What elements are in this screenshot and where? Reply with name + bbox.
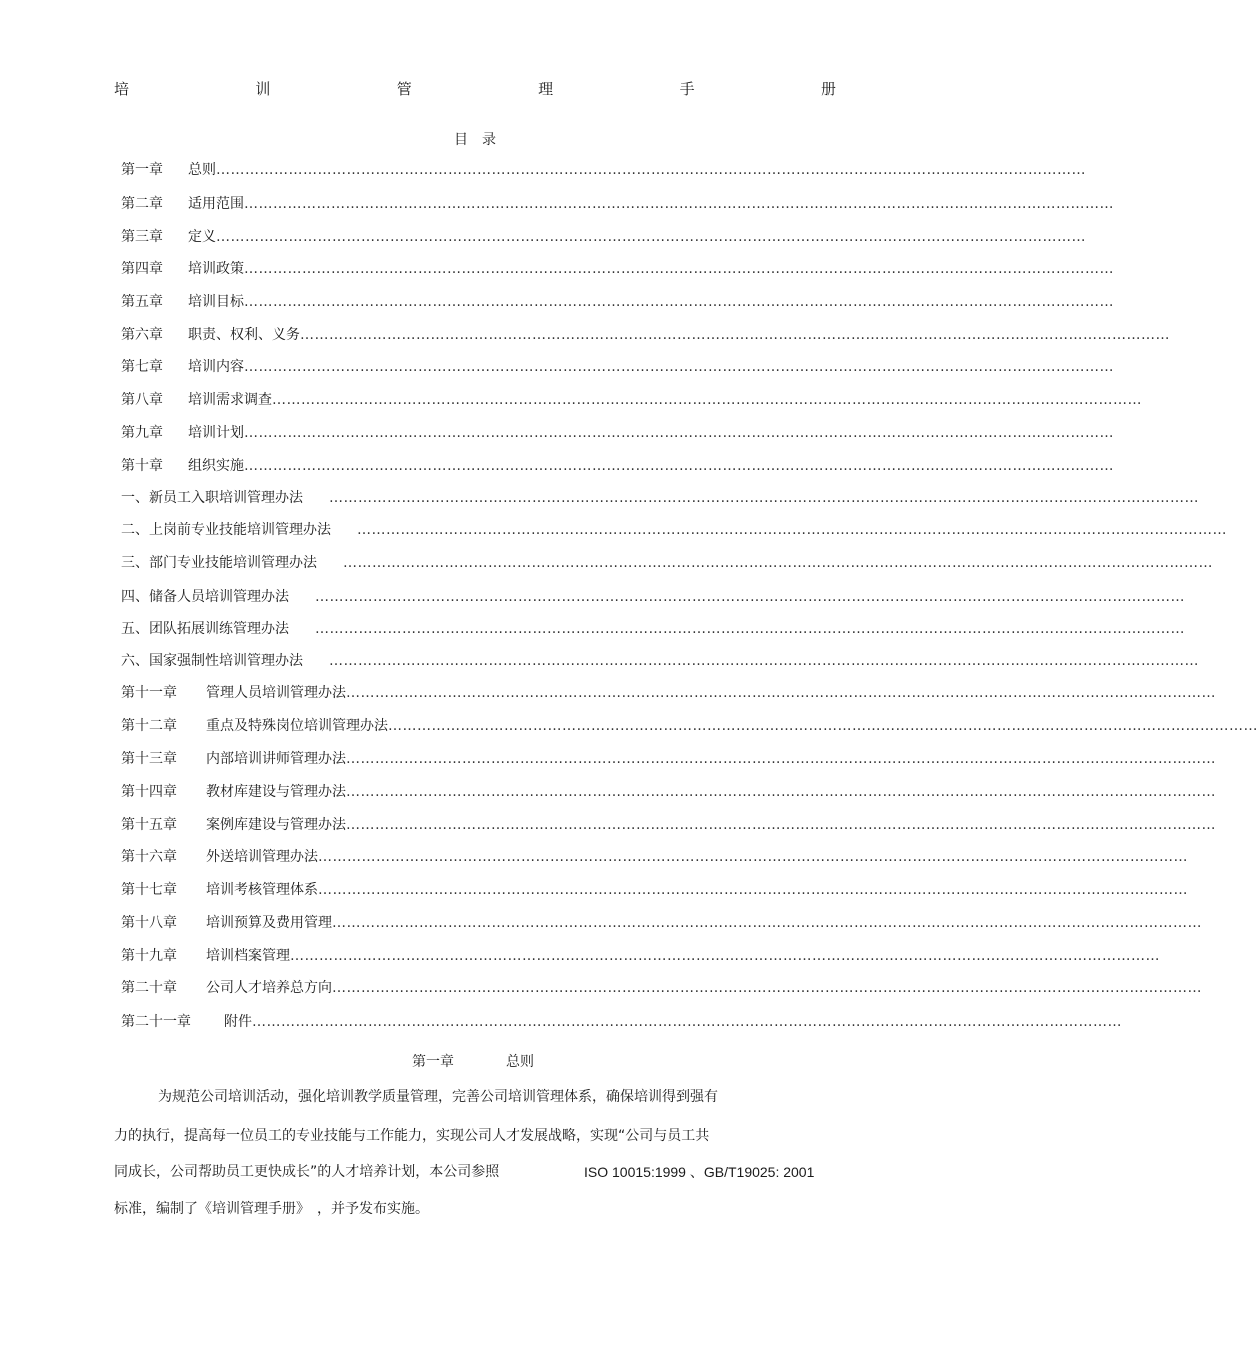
toc-entry-title: 总则 [188,162,216,178]
body-line: 力的执行，提高每一位员工的专业技能与工作能力，实现公司人才发展战略，实现“公司与员工共 [114,1128,710,1144]
toc-leader-dots: ……………………………………………………………………………………………………………………………………………………………… [290,948,1160,964]
title-char: 手 [679,80,695,98]
toc-chapter-entry[interactable] [121,1012,1122,1032]
toc-chapter-entry[interactable] [121,194,1114,214]
toc-leader-dots: ……………………………………………………………………………………………………………………………………………………………… [244,425,1114,441]
title-char: 培 [114,80,130,98]
toc-chapter-number: 第九章 [121,425,163,441]
toc-chapter-entry[interactable] [121,782,1216,802]
toc-entry-title: 附件 [224,1014,252,1030]
toc-entry-title: 定义 [188,229,216,245]
toc-chapter-entry[interactable] [121,259,1114,279]
toc-chapter-entry[interactable] [121,847,1188,867]
toc-leader-dots: ……………………………………………………………………………………………………………………………………………………………… [329,490,1199,506]
toc-leader-dots: ……………………………………………………………………………………………………………………………………………………………… [346,685,1216,701]
standards-ref: ISO 10015:1999 、GB/T19025: 2001 [584,1164,815,1180]
toc-leader-dots: ……………………………………………………………………………………………………………………………………………………………… [318,849,1188,865]
toc-entry-title: 教材库建设与管理办法 [206,784,346,800]
toc-entry-title: 培训计划 [188,425,244,441]
toc-entry-title: 职责、权利、义务 [188,327,300,343]
toc-chapter-entry[interactable] [121,880,1188,900]
toc-chapter-number: 第十章 [121,458,163,474]
toc-chapter-number: 第八章 [121,392,163,408]
chapter-heading [412,1051,534,1071]
toc-chapter-entry[interactable] [121,227,1086,247]
toc-leader-dots: ……………………………………………………………………………………………………………………………………………………………… [346,751,1216,767]
chapter-number: 第一章 [412,1054,454,1070]
toc-entry-title: 六、国家强制性培训管理办法 [121,653,303,669]
toc-leader-dots: ……………………………………………………………………………………………………………………………………………………………… [346,817,1216,833]
toc-entry-title: 三、部门专业技能培训管理办法 [121,555,317,571]
toc-leader-dots: ……………………………………………………………………………………………………………………………………………………………… [244,196,1114,212]
toc-section-entry[interactable] [121,587,1185,607]
toc-entry-title: 培训需求调查 [188,392,272,408]
toc-entry-title: 适用范围 [188,196,244,212]
toc-section-entry[interactable] [121,619,1185,639]
toc-heading: 目 录 [454,132,496,148]
toc-chapter-number: 第十六章 [121,849,177,865]
toc-chapter-number: 第七章 [121,359,163,375]
toc-leader-dots: ……………………………………………………………………………………………………………………………………………………………… [318,882,1188,898]
toc-leader-dots: ……………………………………………………………………………………………………………………………………………………………… [315,589,1185,605]
toc-leader-dots: ……………………………………………………………………………………………………………………………………………………………… [272,392,1142,408]
toc-chapter-number: 第二章 [121,196,163,212]
title-char: 册 [820,80,836,98]
toc-entry-title: 外送培训管理办法 [206,849,318,865]
toc-chapter-entry[interactable] [121,456,1114,476]
toc-section-entry[interactable] [121,488,1199,508]
toc-leader-dots: ……………………………………………………………………………………………………………………………………………………………… [252,1014,1122,1030]
title-char: 训 [255,80,271,98]
toc-chapter-entry[interactable] [121,913,1202,933]
title-char: 管 [396,80,412,98]
toc-leader-dots: ……………………………………………………………………………………………………………………………………………………………… [244,294,1114,310]
toc-leader-dots: ……………………………………………………………………………………………………………………………………………………………… [332,980,1202,996]
manual-title [114,78,836,99]
toc-entry-title: 重点及特殊岗位培训管理办法 [206,718,388,734]
body-line: 为规范公司培训活动，强化培训教学质量管理，完善公司培训管理体系，确保培训得到强有 [158,1089,718,1105]
toc-chapter-number: 第十八章 [121,915,177,931]
toc-chapter-entry[interactable] [121,749,1216,769]
toc-section-entry[interactable] [121,553,1213,573]
toc-chapter-number: 第一章 [121,162,163,178]
toc-chapter-entry[interactable] [121,357,1114,377]
toc-chapter-number: 第五章 [121,294,163,310]
toc-leader-dots: ……………………………………………………………………………………………………………………………………………………………… [343,555,1213,571]
toc-chapter-number: 第十一章 [121,685,177,701]
toc-chapter-number: 第十三章 [121,751,177,767]
toc-entry-title: 案例库建设与管理办法 [206,817,346,833]
toc-chapter-entry[interactable] [121,946,1160,966]
toc-chapter-number: 第十九章 [121,948,177,964]
toc-entry-title: 公司人才培养总方向 [206,980,332,996]
toc-chapter-number: 第四章 [121,261,163,277]
toc-leader-dots: ……………………………………………………………………………………………………………………………………………………………… [244,261,1114,277]
toc-leader-dots: ……………………………………………………………………………………………………………………………………………………………… [346,784,1216,800]
toc-leader-dots: ……………………………………………………………………………………………………………………………………………………………… [329,653,1199,669]
toc-entry-title: 管理人员培训管理办法 [206,685,346,701]
toc-entry-title: 五、团队拓展训练管理办法 [121,621,289,637]
toc-section-entry[interactable] [121,520,1227,540]
title-char: 理 [538,80,554,98]
toc-chapter-entry[interactable] [121,160,1086,180]
toc-chapter-number: 第十二章 [121,718,177,734]
toc-entry-title: 培训档案管理 [206,948,290,964]
toc-entry-title: 培训政策 [188,261,244,277]
toc-chapter-number: 第六章 [121,327,163,343]
toc-entry-title: 四、储备人员培训管理办法 [121,589,289,605]
toc-chapter-number: 第三章 [121,229,163,245]
toc-entry-title: 培训考核管理体系 [206,882,318,898]
toc-chapter-number: 第十五章 [121,817,177,833]
toc-leader-dots: ……………………………………………………………………………………………………………………………………………………………… [244,458,1114,474]
toc-leader-dots: ……………………………………………………………………………………………………………………………………………………………… [388,718,1258,734]
toc-chapter-number: 第二十章 [121,980,177,996]
toc-leader-dots: ……………………………………………………………………………………………………………………………………………………………… [300,327,1170,343]
toc-chapter-entry[interactable] [121,815,1216,835]
toc-section-entry[interactable] [121,651,1199,671]
toc-chapter-entry[interactable] [121,390,1142,410]
toc-entry-title: 培训内容 [188,359,244,375]
toc-chapter-entry[interactable] [121,292,1114,312]
toc-entry-title: 组织实施 [188,458,244,474]
toc-entry-title: 内部培训讲师管理办法 [206,751,346,767]
toc-leader-dots: ……………………………………………………………………………………………………………………………………………………………… [244,359,1114,375]
body-line: 标准，编制了《培训管理手册》 ，并予发布实施。 [114,1201,429,1217]
toc-entry-title: 一、新员工入职培训管理办法 [121,490,303,506]
toc-leader-dots: ……………………………………………………………………………………………………………………………………………………………… [357,522,1227,538]
toc-chapter-entry[interactable] [121,683,1216,703]
chapter-title: 总则 [506,1054,534,1070]
toc-chapter-entry[interactable] [121,325,1170,345]
toc-chapter-entry[interactable] [121,978,1202,998]
body-line: 同成长，公司帮助员工更快成长”的人才培养计划，本公司参照 [114,1164,500,1180]
toc-chapter-entry[interactable] [121,423,1114,443]
toc-leader-dots: ……………………………………………………………………………………………………………………………………………………………… [216,162,1086,178]
toc-leader-dots: ……………………………………………………………………………………………………………………………………………………………… [216,229,1086,245]
toc-chapter-number: 第二十一章 [121,1014,191,1030]
toc-chapter-entry[interactable] [121,716,1258,736]
toc-entry-title: 二、上岗前专业技能培训管理办法 [121,522,331,538]
toc-entry-title: 培训预算及费用管理 [206,915,332,931]
toc-leader-dots: ……………………………………………………………………………………………………………………………………………………………… [315,621,1185,637]
toc-chapter-number: 第十四章 [121,784,177,800]
toc-entry-title: 培训目标 [188,294,244,310]
toc-chapter-number: 第十七章 [121,882,177,898]
toc-leader-dots: ……………………………………………………………………………………………………………………………………………………………… [332,915,1202,931]
